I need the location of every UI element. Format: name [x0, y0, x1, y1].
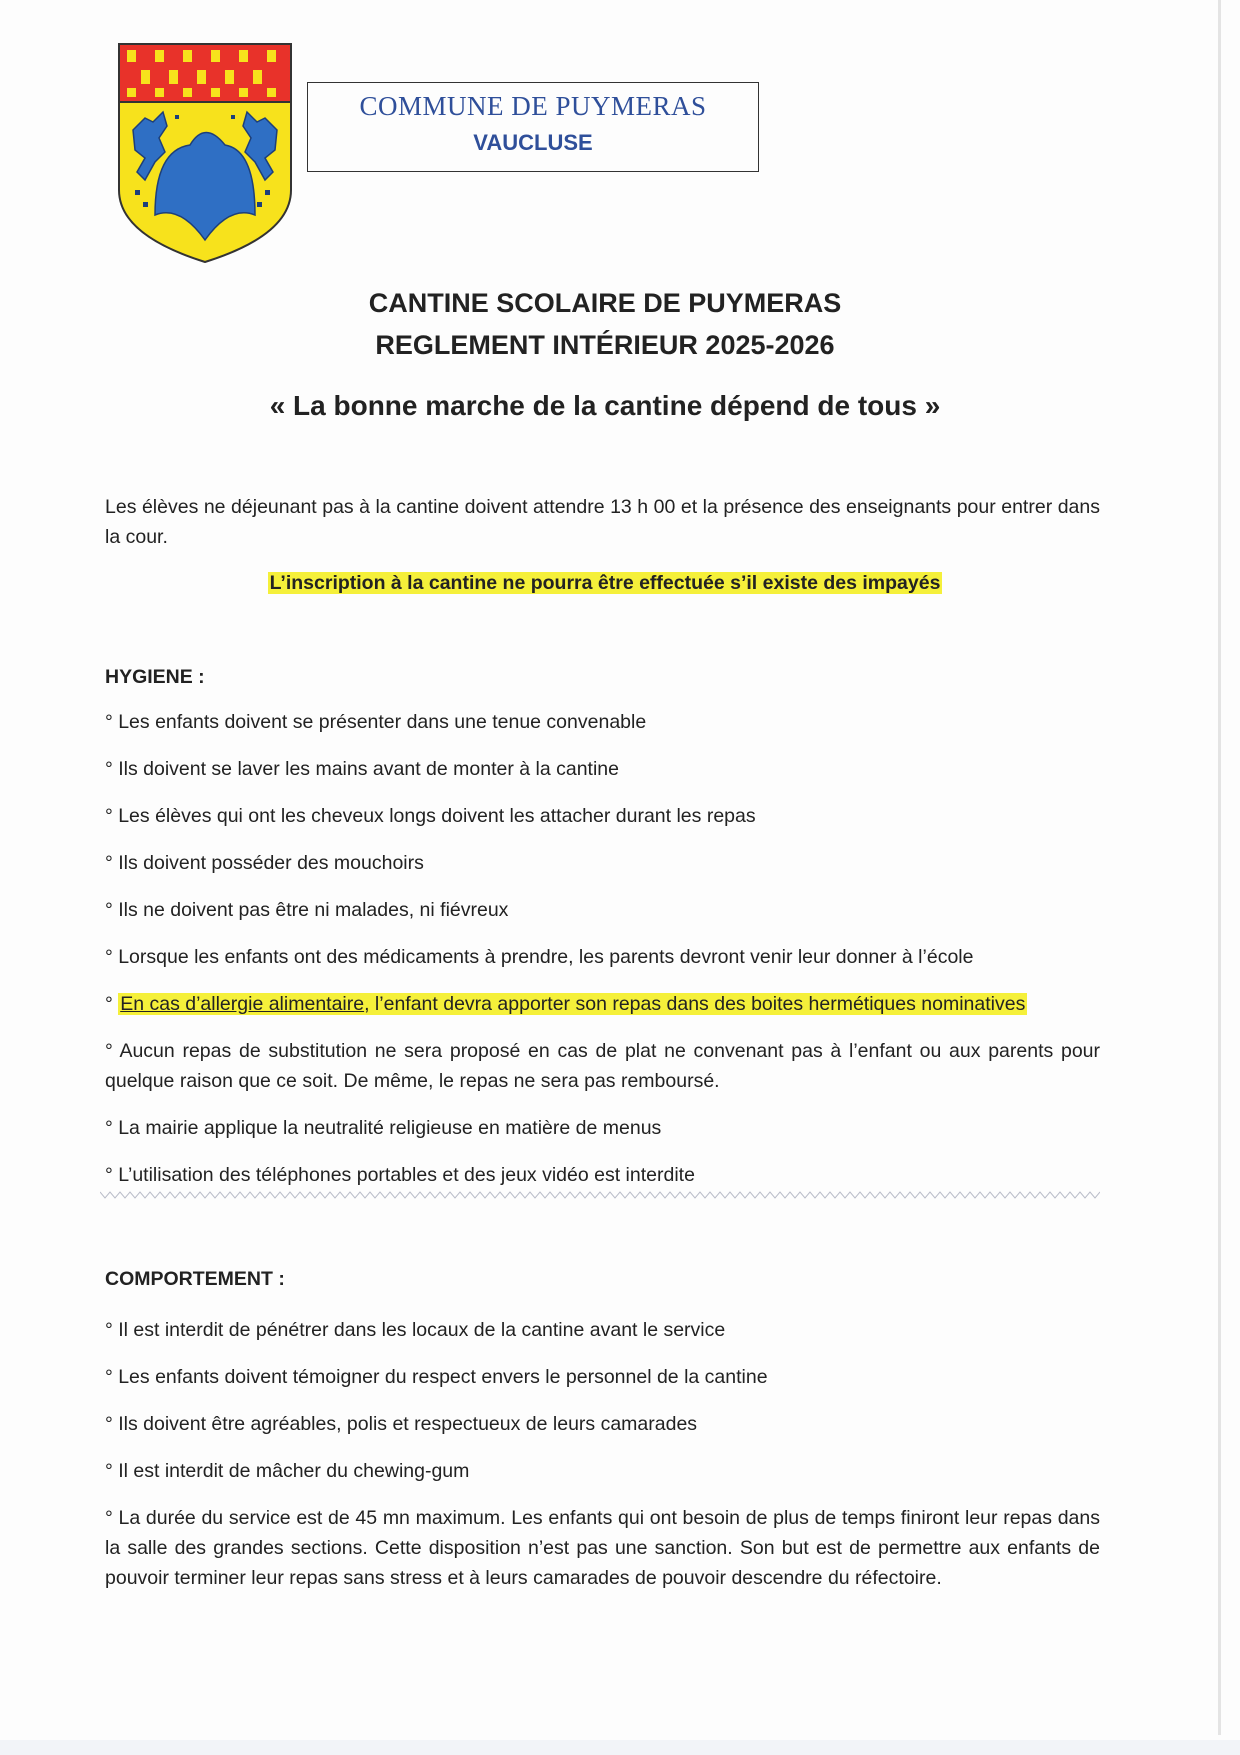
department-name: VAUCLUSE — [473, 130, 593, 155]
wavy-divider — [100, 1190, 1100, 1200]
intro-paragraph: Les élèves ne déjeunant pas à la cantine doivent attendre 13 h 00 et la présence des enseignants pour entrer dans la cour. — [105, 496, 1100, 548]
allergy-item — [105, 989, 1100, 1019]
allergy-bullet: ° — [105, 993, 119, 1015]
commune-header-box — [307, 82, 759, 172]
list-item: ° La durée du service est de 45 mn maximum. Les enfants qui ont besoin de plus de temps finiront leur repas dans la salle des grandes sections. Cette disposition n’est pas une sanction. Son but est de permettre aux enfants de pouvoir terminer leur repas sans stress et à leurs camarades de pouvoir descendre du réfectoire. — [105, 1507, 1100, 1589]
document-motto: « La bonne marche de la cantine dépend de tous » — [269, 390, 941, 421]
list-item: ° Les élèves qui ont les cheveux longs doivent les attacher durant les repas — [105, 805, 756, 827]
page-edge — [1218, 0, 1221, 1735]
list-item: ° L’utilisation des téléphones portables et des jeux vidéo est interdite — [105, 1164, 695, 1186]
list-item: ° La mairie applique la neutralité religieuse en matière de menus — [105, 1117, 662, 1139]
list-item: ° Aucun repas de substitution ne sera proposé en cas de plat ne convenant pas à l’enfant ou aux parents pour quelque raison que ce soit. De même, le repas ne sera pas remboursé. — [105, 1040, 1100, 1092]
list-item: ° Ils doivent être agréables, polis et respectueux de leurs camarades — [105, 1413, 698, 1435]
document-title-line2: REGLEMENT INTÉRIEUR 2025-2026 — [375, 330, 835, 360]
list-item: ° Lorsque les enfants ont des médicaments à prendre, les parents devront venir leur donner à l’école — [105, 946, 974, 968]
unpaid-notice-text: L’inscription à la cantine ne pourra être effectuée s’il existe des impayés — [269, 572, 941, 594]
list-item: ° Ils ne doivent pas être ni malades, ni fiévreux — [105, 899, 509, 921]
hygiene-heading: HYGIENE : — [105, 666, 205, 688]
list-item: ° Il est interdit de pénétrer dans les locaux de la cantine avant le service — [105, 1319, 726, 1341]
list-item: ° Ils doivent se laver les mains avant de monter à la cantine — [105, 758, 619, 780]
allergy-underlined: En cas d’allergie alimentaire — [120, 993, 365, 1015]
list-item: ° Les enfants doivent témoigner du respect envers le personnel de la cantine — [105, 1366, 768, 1388]
document-title-line1: CANTINE SCOLAIRE DE PUYMERAS — [368, 288, 842, 318]
list-item: ° Les enfants doivent se présenter dans une tenue convenable — [105, 711, 647, 733]
scan-bottom-edge — [0, 1740, 1240, 1755]
list-item: ° Ils doivent posséder des mouchoirs — [105, 852, 424, 874]
list-item: ° Il est interdit de mâcher du chewing-gum — [105, 1460, 470, 1482]
coat-of-arms-icon — [115, 40, 295, 265]
commune-name: COMMUNE DE PUYMERAS — [359, 91, 707, 121]
unpaid-notice — [0, 572, 1210, 595]
allergy-rest: , l’enfant devra apporter son repas dans des boites hermétiques nominatives — [364, 993, 1026, 1015]
comportement-heading: COMPORTEMENT : — [105, 1268, 285, 1290]
